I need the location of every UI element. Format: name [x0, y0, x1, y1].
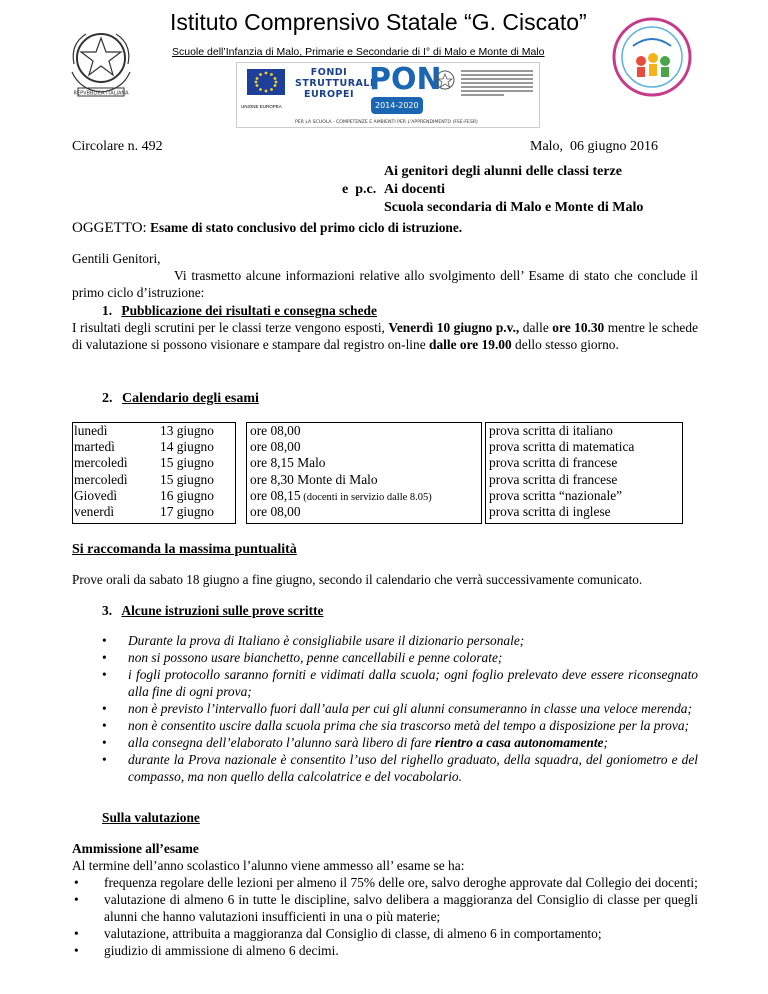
- calendar-day: mercoledì: [74, 455, 128, 471]
- calendar-time: ore 08,00: [250, 423, 301, 438]
- pon-banner: [236, 62, 540, 128]
- instruction-bold: rientro a casa autonomamente: [434, 735, 604, 750]
- section1-bold-b: ore 10.30: [552, 320, 605, 335]
- bullet-icon: •: [102, 735, 107, 750]
- instructions-list: [102, 632, 698, 785]
- calendar-time: ore 08,00: [250, 439, 301, 455]
- instruction-text: Durante la prova di Italiano è consigliabile usare il dizionario personale;: [128, 633, 525, 648]
- calendar-day: mercoledì: [74, 471, 128, 487]
- recipient-pc-prefix: e p.c.: [342, 182, 377, 197]
- italian-republic-emblem-icon: [60, 24, 142, 100]
- eu-flag-icon: [247, 69, 285, 95]
- calendar-day: venerdì: [74, 504, 115, 519]
- pon-word: PON: [369, 62, 442, 97]
- calendar-day: lunedì: [74, 423, 108, 438]
- bullet-icon: •: [102, 633, 107, 648]
- instruction-text: alla consegna dell’elaborato l’alunno sarà libero di fare: [128, 735, 435, 750]
- list-item: [102, 666, 698, 700]
- section1-text-c: mentre le schede di valutazione si possono visionare e stampare dal registro on-line: [72, 320, 699, 352]
- valutazione-heading: Sulla valutazione: [102, 810, 200, 825]
- calendar-time-note: (docenti in servizio dalle 8.05): [300, 491, 432, 503]
- recipients-block: [342, 163, 644, 217]
- calendar-time: ore 08,00: [250, 504, 301, 519]
- list-item: [102, 734, 698, 751]
- recipient-parents: Ai genitori degli alunni delle classi terze: [384, 164, 622, 179]
- recipient-school: Scuola secondaria di Malo e Monte di Malo: [384, 200, 644, 215]
- calendar-exam: prova scritta di inglese: [489, 504, 611, 519]
- recipient-teachers: [342, 181, 643, 199]
- list-item: [74, 942, 698, 959]
- instruction-text: non è previsto l’intervallo fuori dall’aula per cui gli alunni consumeranno in classe una veloce merenda;: [128, 701, 692, 716]
- section1-bold-c: dalle ore 19.00: [429, 337, 512, 352]
- school-name: Istituto Comprensivo Statale “G. Ciscato”: [170, 9, 587, 35]
- section1-text-b: dalle: [519, 320, 553, 335]
- calendar-time: ore 8,15 Malo: [250, 455, 326, 471]
- calendar-date: 15 giugno: [160, 455, 214, 471]
- bullet-icon: •: [102, 701, 107, 716]
- republic-seal-icon: [434, 69, 456, 93]
- pon-strutturali-label: STRUTTURALI: [295, 78, 374, 89]
- list-item: [74, 891, 698, 925]
- ammissione-intro: Al termine dell’anno scolastico l’alunno viene ammesso all’ esame se ha:: [72, 858, 465, 873]
- subject-text: Esame di stato conclusivo del primo ciclo di istruzione.: [146, 220, 463, 235]
- eu-label: UNIONE EUROPEA: [241, 104, 282, 109]
- school-subtitle: Scuole dell’Infanzia di Malo, Primarie e Secondarie di I° di Malo e Monte di Malo: [172, 46, 545, 58]
- bullet-icon: •: [74, 926, 79, 941]
- calendar-day: Giovedì: [74, 487, 118, 503]
- section2-title: Calendario degli esami: [122, 391, 259, 406]
- list-item: [102, 700, 698, 717]
- calendar-exam: prova scritta di francese: [489, 471, 618, 487]
- calendar-exam: prova scritta di francese: [489, 455, 618, 471]
- instruction-text: i fogli protocollo saranno forniti e vidimati dalla scuola; ogni foglio prelevato deve essere riconsegnato alla fine di ogni prova;: [128, 667, 698, 699]
- pon-europei-label: EUROPEI: [303, 89, 355, 100]
- calendar-date: 14 giugno: [160, 439, 214, 455]
- pon-fondi-label: FONDI: [310, 67, 348, 78]
- instruction-text: durante la Prova nazionale è consentito l’uso del righello graduato, della squadra, del goniometro e del compasso, ma non quello della calcolatrice e del vocabolario.: [128, 752, 698, 784]
- instruction-text: non si possono usare bianchetto, penne cancellabili e penne colorate;: [128, 650, 503, 665]
- list-item: [102, 649, 698, 666]
- pon-tagline: PER LA SCUOLA - COMPETENZE E AMBIENTI PER L'APPRENDIMENTO (FSE-FESR): [295, 120, 478, 125]
- calendar-time: ore 08,15: [250, 487, 301, 503]
- section2-heading: [102, 390, 259, 407]
- pon-logo: [369, 62, 442, 97]
- bullet-icon: •: [102, 650, 107, 665]
- subject-line: [72, 219, 462, 237]
- ammissione-list: [74, 874, 698, 959]
- calendar-date: 16 giugno: [160, 487, 214, 503]
- calendar-day: martedì: [74, 439, 115, 455]
- section1-paragraph: [72, 319, 698, 353]
- section1-text-a: I risultati degli scrutini per le classi terze vengono esposti,: [72, 320, 389, 335]
- circolare-number: Circolare n. 492: [72, 139, 163, 154]
- punctuality-note: Si raccomanda la massima puntualità: [72, 542, 297, 557]
- circolare-date: Malo, 06 giugno 2016: [530, 139, 658, 154]
- calendar-exam: prova scritta “nazionale”: [489, 487, 623, 503]
- list-item: [74, 925, 698, 942]
- list-item: [74, 874, 698, 891]
- calendar-exam: prova scritta di italiano: [489, 423, 613, 438]
- section1-title: Pubblicazione dei risultati e consegna schede: [121, 303, 377, 318]
- intro-paragraph: Vi trasmetto alcune informazioni relative allo svolgimento dell’ Esame di stato che conclude il primo ciclo d’istruzione:: [72, 268, 698, 300]
- calendar-exam: prova scritta di matematica: [489, 439, 635, 455]
- school-logo-icon: [611, 16, 693, 98]
- section3-heading: [102, 602, 323, 619]
- greeting: Gentili Genitori,: [72, 251, 161, 266]
- pon-years: 2014-2020: [371, 97, 423, 114]
- list-item: [102, 717, 698, 734]
- bullet-icon: •: [102, 718, 107, 733]
- requirement-text: frequenza regolare delle lezioni per almeno il 75% delle ore, salvo deroghe approvate dal Collegio dei docenti;: [104, 875, 698, 890]
- recipient-teachers-label: Ai docenti: [384, 182, 446, 197]
- requirement-text: giudizio di ammissione di almeno 6 decimi.: [104, 943, 339, 958]
- calendar-date: 17 giugno: [160, 504, 214, 519]
- calendar-time: ore 8,30 Monte di Malo: [250, 471, 378, 487]
- ammissione-heading: Ammissione all’esame: [72, 841, 199, 856]
- section2-number: 2.: [102, 391, 113, 406]
- ministry-text-lines: [461, 68, 533, 98]
- fondi-strutturali-europei: [295, 67, 374, 100]
- bullet-icon: •: [74, 943, 79, 958]
- calendar-date: 15 giugno: [160, 471, 214, 487]
- bullet-icon: •: [74, 892, 79, 907]
- section3-title: Alcune istruzioni sulle prove scritte: [121, 603, 324, 618]
- list-item: [102, 751, 698, 785]
- requirement-text: valutazione, attribuita a maggioranza dal Consiglio di classe, di almeno 6 in comportamento;: [104, 926, 602, 941]
- section3-number: 3.: [102, 603, 113, 618]
- svg-text:REPVBBLICA ITALIANA: REPVBBLICA ITALIANA: [73, 90, 129, 97]
- bullet-icon: •: [102, 752, 107, 767]
- section1-number: 1.: [102, 303, 113, 318]
- subject-label: OGGETTO:: [72, 220, 147, 236]
- section1-text-d: dello stesso giorno.: [511, 337, 619, 352]
- requirement-text: valutazione di almeno 6 in tutte le discipline, salvo delibera a maggioranza del Consiglio di classe per quegli alunni che hanno valutazioni insufficienti in una o più materie;: [104, 892, 698, 924]
- bullet-icon: •: [102, 667, 107, 682]
- oral-exams-note: Prove orali da sabato 18 giugno a fine giugno, secondo il calendario che verrà successivamente comunicato.: [72, 572, 643, 587]
- bullet-icon: •: [74, 875, 79, 890]
- section1-heading: [102, 302, 377, 319]
- instruction-text: non è consentito uscire dalla scuola prima che sia trascorso metà del tempo a disposizione per la prova;: [128, 718, 689, 733]
- list-item: [102, 632, 698, 649]
- section1-bold-a: Venerdì 10 giugno p.v.,: [388, 320, 520, 335]
- calendar-date: 13 giugno: [160, 423, 214, 438]
- instruction-bold-end: ;: [603, 735, 608, 750]
